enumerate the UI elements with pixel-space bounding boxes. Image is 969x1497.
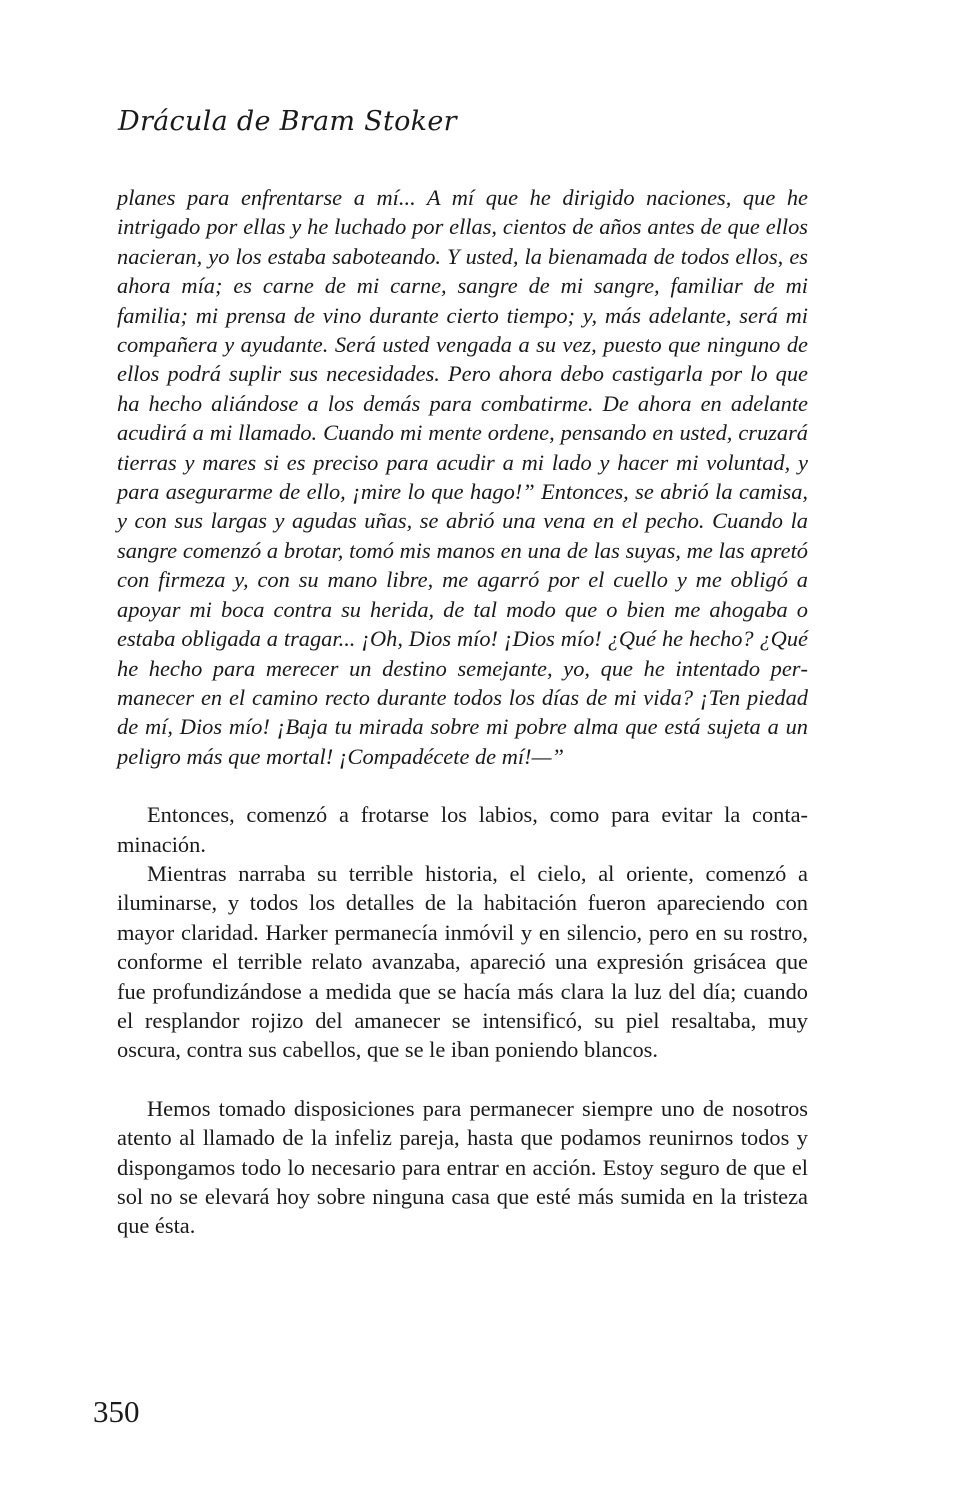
paragraph-3: Hemos tomado disposiciones para permanecer siempre uno de nosotros atento al llamado de la infeliz pareja, hasta que podamos reunirnos todos y dispongamos todo lo necesario para entrar en acción. Estoy seguro de que el sol no se elevará hoy sobre ninguna casa que esté más sumida en la tristeza que ésta. <box>117 1095 808 1239</box>
page-body <box>117 183 808 1241</box>
paragraph-gap <box>117 771 808 800</box>
paragraph-gap <box>117 1065 808 1094</box>
paragraph-1: Entonces, comenzó a frotarse los labios, como para evitar la contaminación. <box>117 802 808 857</box>
paragraph-2: Mientras narraba su terrible historia, el cielo, al oriente, comenzó a iluminarse, y todos los detalles de la habitación fueron apareciendo con mayor claridad. Harker permanecía inmóvil y en silencio, pero en su rostro, conforme el terrible relato avanzaba, apareció una expresión grisácea que fue profundizándose a medida que se hacía más clara la luz del día; cuando el resplandor rojizo del amanecer se intensificó, su piel resaltaba, muy oscura, contra sus cabellos, que se le iban poniendo blancos. <box>117 860 808 1063</box>
quoted-passage: planes para enfrentarse a mí... A mí que he dirigido naciones, que he intrigado por ellas y he luchado por ellas, cientos de años antes de que ellos nacieran, yo los estaba saboteando. Y usted, la bienamada de todos ellos, es ahora mía; es carne de mi carne, sangre de mi sangre, familiar de mi familia; mi prensa de vino durante cierto tiempo; y, más adelante, será mi compañera y ayudante. Será usted vengada a su vez, puesto que ninguno de ellos podrá suplir sus necesidades. Pero ahora debo castigarla por lo que ha hecho aliándose a los demás para combatirme. De ahora en adelante acudirá a mi llamado. Cuando mi mente ordene, pensando en usted, cruzará tierras y mares si es preciso para acudir a mi lado y hacer mi voluntad, y para asegurarme de ello, ¡mire lo que hago!” Entonces, se abrió la camisa, y con sus largas y agudas uñas, se abrió una vena en el pecho. Cuando la sangre comenzó a brotar, tomó mis manos en una de las suyas, me las apretó con firmeza y, con su mano libre, me agarró por el cuello y me obligó a apoyar mi boca contra su herida, de tal modo que o bien me ahogaba o estaba obligada a tragar... ¡Oh, Dios mío! ¡Dios mío! ¿Qué he hecho? ¿Qué he hecho para merecer un destino semejante, yo, que he intentado permanecer en el camino recto durante todos los días de mi vida? ¡Ten piedad de mí, Dios mío! ¡Baja tu mirada sobre mi pobre alma que está sujeta a un peligro más que mortal! ¡Compadécete de mí!—” <box>117 185 808 769</box>
running-header-title: Drácula de Bram Stoker <box>118 106 457 137</box>
page-number: 350 <box>93 1394 140 1429</box>
